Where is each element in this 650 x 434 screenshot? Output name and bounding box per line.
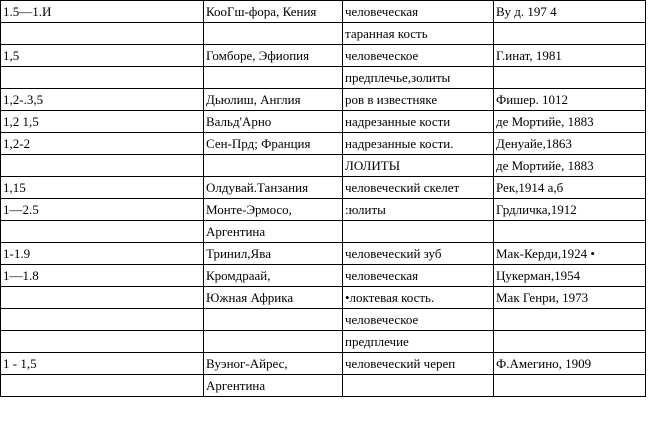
age-cell	[1, 221, 204, 243]
find-cell: надрезанные кости	[343, 111, 494, 133]
table-row	[1, 375, 646, 397]
age-cell: 1-1.9	[1, 243, 204, 265]
location-cell: Вальд'Арно	[204, 111, 343, 133]
age-cell: 1—1.8	[1, 265, 204, 287]
find-cell: ров в известняке	[343, 89, 494, 111]
table-row	[1, 45, 646, 67]
source-cell: Рек,1914 а,б	[494, 177, 646, 199]
source-cell	[494, 221, 646, 243]
age-cell	[1, 309, 204, 331]
find-cell: :юлиты	[343, 199, 494, 221]
table-row	[1, 199, 646, 221]
source-cell: Фишер. 1012	[494, 89, 646, 111]
find-cell: человеческий череп	[343, 353, 494, 375]
source-cell	[494, 331, 646, 353]
source-cell	[494, 375, 646, 397]
table-row	[1, 155, 646, 177]
location-cell	[204, 309, 343, 331]
location-cell: КооГш-фора, Кения	[204, 1, 343, 23]
location-cell: Южная Африка	[204, 287, 343, 309]
find-cell: человеческое	[343, 45, 494, 67]
table-row	[1, 67, 646, 89]
location-cell: Сен-Прд; Франция	[204, 133, 343, 155]
source-cell: Мак Генри, 1973	[494, 287, 646, 309]
age-cell	[1, 331, 204, 353]
age-cell	[1, 375, 204, 397]
age-cell: 1,2-2	[1, 133, 204, 155]
location-cell: Дьюлиш, Англия	[204, 89, 343, 111]
age-cell: 1.5—1.И	[1, 1, 204, 23]
location-cell: Гомборе, Эфиопия	[204, 45, 343, 67]
location-cell	[204, 67, 343, 89]
find-cell: человеческий зуб	[343, 243, 494, 265]
table-row	[1, 331, 646, 353]
find-cell: предплечие	[343, 331, 494, 353]
source-cell	[494, 309, 646, 331]
age-cell: 1,2 1,5	[1, 111, 204, 133]
find-cell: предплечье,золиты	[343, 67, 494, 89]
age-cell: 1,5	[1, 45, 204, 67]
find-cell: человеческий скелет	[343, 177, 494, 199]
source-cell: Ву д. 197 4	[494, 1, 646, 23]
age-cell: 1—2.5	[1, 199, 204, 221]
find-cell: человеческое	[343, 309, 494, 331]
source-cell: Ф.Амегино, 1909	[494, 353, 646, 375]
source-cell	[494, 23, 646, 45]
age-cell	[1, 287, 204, 309]
find-cell: таранная кость	[343, 23, 494, 45]
age-cell: 1 - 1,5	[1, 353, 204, 375]
location-cell: Олдувай.Танзания	[204, 177, 343, 199]
source-cell: де Мортийе, 1883	[494, 155, 646, 177]
find-cell: надрезанные кости.	[343, 133, 494, 155]
age-cell: 1,15	[1, 177, 204, 199]
table-row	[1, 89, 646, 111]
source-cell: Мак-Керди,1924 •	[494, 243, 646, 265]
source-cell: Грдличка,1912	[494, 199, 646, 221]
table-row	[1, 177, 646, 199]
find-cell	[343, 221, 494, 243]
table-row	[1, 309, 646, 331]
find-cell: ЛОЛИТЫ	[343, 155, 494, 177]
location-cell: Кромдраай,	[204, 265, 343, 287]
age-cell	[1, 155, 204, 177]
source-cell: Цукерман,1954	[494, 265, 646, 287]
age-cell	[1, 23, 204, 45]
location-cell: Монте-Эрмосо,	[204, 199, 343, 221]
location-cell	[204, 331, 343, 353]
location-cell: Аргентина	[204, 221, 343, 243]
age-cell	[1, 67, 204, 89]
source-cell	[494, 67, 646, 89]
table-row	[1, 1, 646, 23]
location-cell	[204, 23, 343, 45]
table-row	[1, 133, 646, 155]
location-cell: Тринил,Ява	[204, 243, 343, 265]
location-cell	[204, 155, 343, 177]
find-cell: •локтевая кость.	[343, 287, 494, 309]
source-cell: де Мортийе, 1883	[494, 111, 646, 133]
table-row	[1, 353, 646, 375]
find-cell	[343, 375, 494, 397]
table-row	[1, 243, 646, 265]
table-row	[1, 287, 646, 309]
table-row	[1, 111, 646, 133]
location-cell: Аргентина	[204, 375, 343, 397]
location-cell: Вуэног-Айрес,	[204, 353, 343, 375]
table-row	[1, 265, 646, 287]
find-cell: человеческая	[343, 1, 494, 23]
table-row	[1, 221, 646, 243]
table-row	[1, 23, 646, 45]
find-cell: человеческая	[343, 265, 494, 287]
source-cell: Г.инат, 1981	[494, 45, 646, 67]
source-cell: Денуайе,1863	[494, 133, 646, 155]
age-cell: 1,2-.3,5	[1, 89, 204, 111]
